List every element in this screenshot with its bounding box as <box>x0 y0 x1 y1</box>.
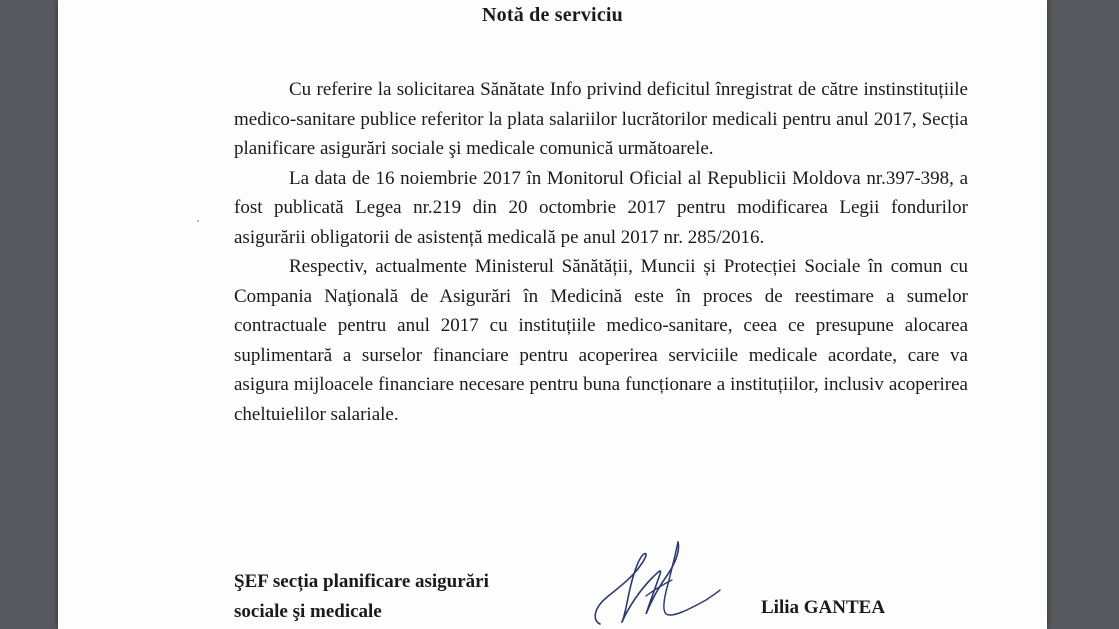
paragraph-2: La data de 16 noiembrie 2017 în Monitorul Oficial al Republicii Moldova nr.397-398, a fost publicată Legea nr.219 din 20 octombrie 2017 pentru modificarea Legii fondurilor asigurării obligatorii de asistență medicală pe anul 2017 nr. 285/2016. <box>234 167 968 248</box>
handwritten-signature <box>588 538 723 629</box>
document-page <box>58 0 1047 629</box>
signatory-position-line-1: ŞEF secția planificare asigurări <box>234 571 489 592</box>
signatory-position-line-2: sociale şi medicale <box>234 601 382 622</box>
document-title: Notă de serviciu <box>482 4 623 26</box>
paragraph-3: Respectiv, actualmente Ministerul Sănătății, Muncii și Protecției Sociale în comun cu Compania Naţională de Asigurări în Medicină este în proces de reestimare a sumelor contractuale pentru anul 2017 cu instituțiile medico-sanitare, ceea ce presupune alocarea suplimentară a surselor financiare pentru acoperirea serviciile medicale acordate, care va asigura mijloacele financiare necesare pentru buna funcționare a instituțiilor, inclusiv acoperirea cheltuielilor salariale. <box>234 256 968 425</box>
paragraph-1: Cu referire la solicitarea Sănătate Info privind deficitul înregistrat de către instinstituțiile medico-sanitare publice referitor la plata salariilor lucrătorilor medicali pentru anul 2017, Secția planificare asigurări sociale şi medicale comunică următoarele. <box>234 79 968 159</box>
scan-speck <box>197 220 199 222</box>
document-body <box>234 75 968 429</box>
signatory-position <box>234 567 554 627</box>
signatory-name: Lilia GANTEA <box>761 597 886 618</box>
